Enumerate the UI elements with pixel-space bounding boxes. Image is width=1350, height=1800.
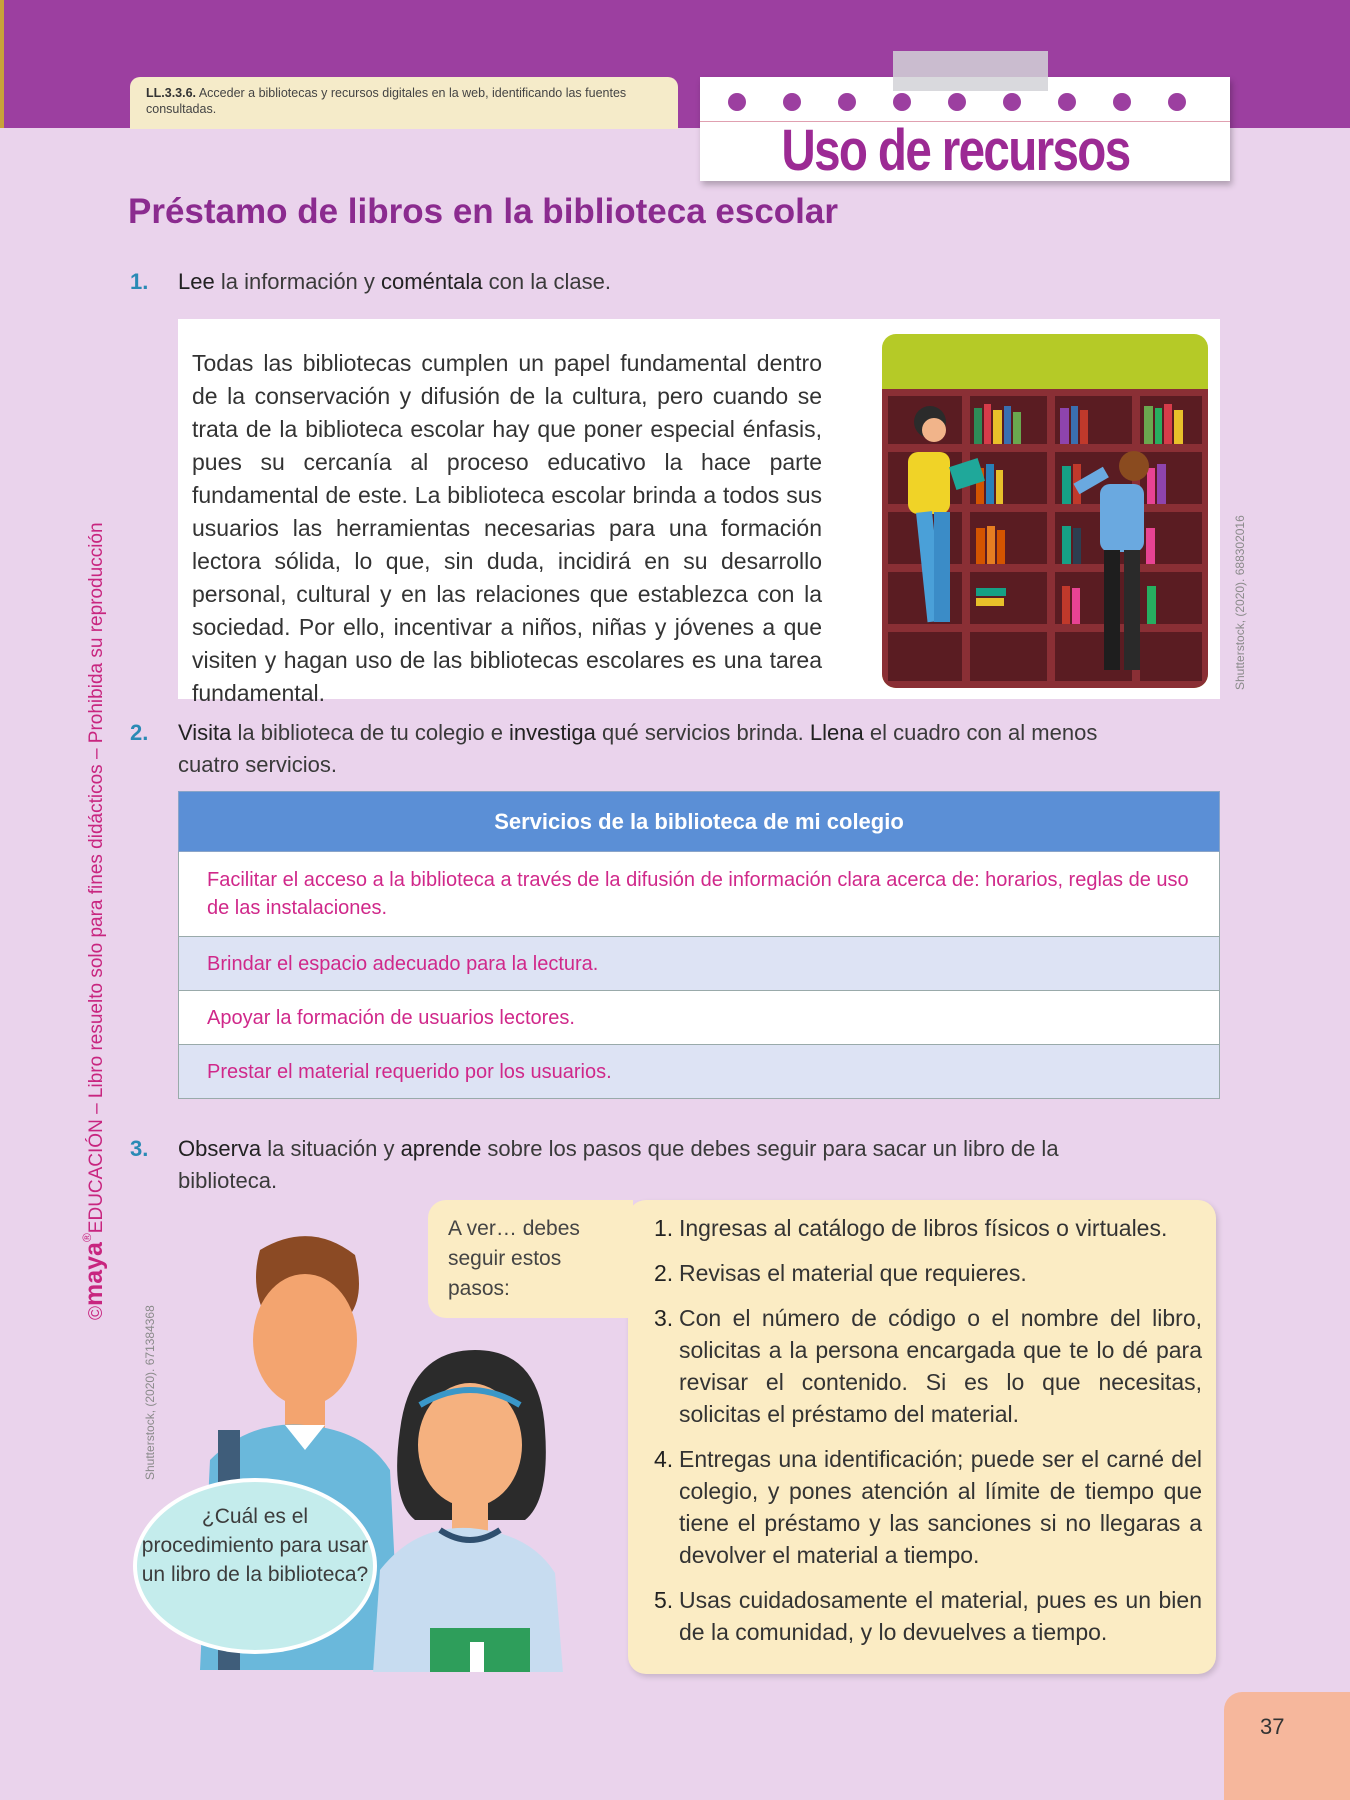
girl-speech-bubble: A ver… debes seguir estos pasos: [428,1200,633,1318]
activity-number: 1. [130,269,149,294]
instruction-text: el cuadro con al menos [863,720,1098,745]
image-credit: Shutterstock, (2020). 688302016 [1233,515,1247,690]
copyright-symbol: © [86,1306,107,1320]
verb: Observa [178,1136,262,1161]
registered-mark: ® [80,1233,94,1243]
steps-panel [628,1200,1216,1674]
table-row[interactable]: Brindar el espacio adecuado para la lectura. [179,937,1220,991]
steps-list [654,1212,1202,1661]
step-number: 3. [654,1305,674,1331]
library-illustration [882,334,1208,688]
verb: aprende [400,1136,482,1161]
copyright-sidebar [80,522,109,1320]
copyright-text: EDUCACIÓN – Libro resuelto solo para fines didácticos – Prohibida su reproducción [86,522,107,1234]
girl-figure [373,1350,563,1672]
curriculum-tag [130,77,678,129]
verb: Lee [178,269,215,294]
verb: investiga [509,720,596,745]
step-number: 1. [654,1215,674,1241]
table-row[interactable]: Facilitar el acceso a la biblioteca a través de la difusión de información clara acerca de: horarios, reglas de uso de las instalaciones. [179,852,1220,937]
info-paragraph: Todas las bibliotecas cumplen un papel fundamental dentro de la conservación y difusión de la cultura, pero cuando se trata de la biblioteca escolar hay que poner especial énfasis, pues su cercanía al proceso educativo la hace parte fundamental de este. La biblioteca escolar brinda a todos sus usuarios las herramientas necesarias para una formación lectora sólida, lo que, sin duda, incidirá en su desarrollo personal, cultural y en las relaciones que establezca con la sociedad. Por ello, incentivar a niños, niñas y jóvenes a que visiten y hagan uso de las bibliotecas escolares es una tarea fundamental. [192,350,822,706]
table-row[interactable]: Apoyar la formación de usuarios lectores. [179,991,1220,1045]
table-row[interactable]: Prestar el material requerido por los usuarios. [179,1045,1220,1099]
title-notepad [700,77,1230,181]
curriculum-text: Acceder a bibliotecas y recursos digitales en la web, identificando las fuentes consultadas. [146,86,627,116]
verb: Llena [809,720,864,745]
list-item [654,1302,1202,1430]
step-number: 2. [654,1260,674,1286]
instruction-line2: cuatro servicios. [178,752,337,777]
step-text: Revisas el material que requieres. [679,1260,1027,1286]
page-number: 37 [1260,1714,1285,1739]
list-item [654,1443,1202,1571]
list-item [654,1584,1202,1648]
section-title: Préstamo de libros en la biblioteca escolar [128,192,838,231]
page-title: Uso de recursos [781,118,1130,183]
verb: Visita [178,720,232,745]
notepad-holes [728,93,1186,111]
step-text: Usas cuidadosamente el material, pues es un bien de la comunidad, y lo devuelves a tiempo. [679,1587,1202,1645]
page-number-tab [1224,1692,1350,1800]
instruction-text: qué servicios brinda. [595,720,810,745]
activity-number: 3. [130,1136,149,1161]
activity-1 [130,266,611,298]
activity-number: 2. [130,720,149,745]
brand-logo: maya [80,1242,108,1306]
step-text: Entregas una identificación; puede ser el carné del colegio, y pones atención al límite de tiempo que tiene el préstamo y las sanciones si no llegaras a devolver el material a tiempo. [679,1446,1202,1568]
step-number: 4. [654,1446,674,1472]
instruction-text: la información y [214,269,382,294]
instruction-text: la situación y [261,1136,401,1161]
curriculum-code: LL.3.3.6. [146,86,197,100]
list-item [654,1212,1202,1244]
instruction-text: con la clase. [482,269,611,294]
banner-edge [0,0,4,128]
step-text: Ingresas al catálogo de libros físicos o virtuales. [679,1215,1168,1241]
boy-speech-bubble: ¿Cuál es el procedimiento para usar un libro de la biblioteca? [133,1478,377,1654]
image-credit: Shutterstock, (2020). 671384368 [143,1305,157,1480]
activity-2 [130,717,1220,781]
services-table [178,791,1220,1099]
verb: coméntala [381,269,483,294]
instruction-text: sobre los pasos que debes seguir para sacar un libro de la [481,1136,1059,1161]
activity-3 [130,1133,1220,1197]
list-item [654,1257,1202,1289]
tape-decoration [893,51,1048,91]
step-text: Con el número de código o el nombre del libro, solicitas a la persona encargada que te lo dé para revisar el contenido. Si es lo que necesitas, solicitas el préstamo del material. [679,1305,1202,1427]
instruction-text: la biblioteca de tu colegio e [231,720,510,745]
step-number: 5. [654,1587,674,1613]
instruction-line2: biblioteca. [178,1168,278,1193]
table-header: Servicios de la biblioteca de mi colegio [179,792,1220,852]
